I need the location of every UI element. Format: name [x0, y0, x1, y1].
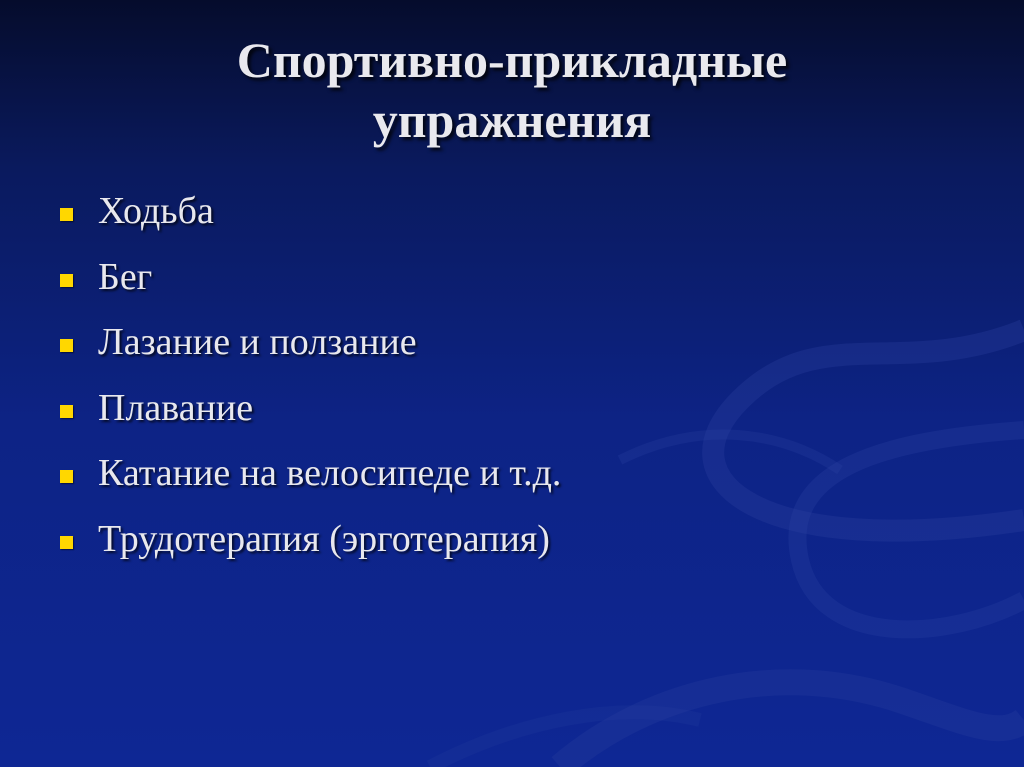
bullet-item — [60, 186, 561, 252]
bullet-text: Ходьба — [98, 190, 214, 232]
bullet-text: Трудотерапия (эрготерапия) — [98, 517, 550, 560]
bullet-list — [60, 186, 561, 579]
square-bullet-icon — [60, 339, 73, 352]
bullet-text: Бег — [98, 255, 153, 298]
bullet-text: Плавание — [98, 386, 254, 429]
title-line-2: упражнения — [372, 92, 652, 148]
bullet-text: Лазание и ползание — [98, 321, 417, 363]
square-bullet-icon — [60, 405, 73, 418]
square-bullet-icon — [60, 536, 73, 549]
bullet-item — [60, 252, 561, 318]
square-bullet-icon — [60, 274, 73, 287]
bullet-item — [60, 317, 561, 383]
bullet-item — [60, 383, 561, 449]
square-bullet-icon — [60, 208, 73, 221]
square-bullet-icon — [60, 470, 73, 483]
bullet-item — [60, 448, 561, 514]
slide-title — [0, 30, 1024, 150]
title-line-1: Спортивно-прикладные — [236, 32, 788, 88]
bullet-text: Катание на велосипеде и т.д. — [98, 452, 562, 494]
bullet-item — [60, 514, 561, 580]
